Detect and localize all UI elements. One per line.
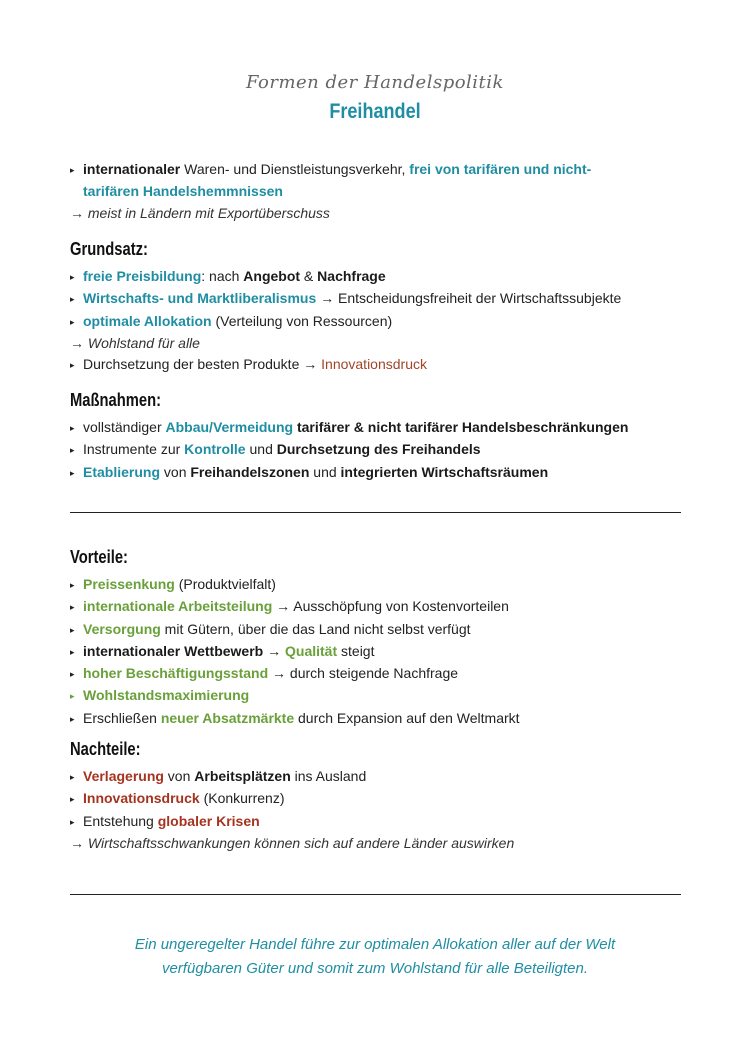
list-item: ▸ Wohlstandsmaximierung [70,685,690,707]
triangle-bullet-icon: ▸ [70,467,75,478]
intro-note: → meist in Ländern mit Exportüberschuss [70,204,330,221]
list-item: ▸ internationaler Wettbewerb → Qualität steigt [70,641,690,663]
intro-line-1: ▸ internationaler Waren- und Dienstleistungsverkehr, frei von tarifären und nicht- [70,159,690,181]
triangle-bullet-icon: ▸ [70,316,75,327]
list-item: ▸ freie Preisbildung: nach Angebot & Nachfrage [70,266,690,288]
grundsatz-section [70,237,690,376]
massnahmen-heading: Maßnahmen: [70,390,162,410]
nachteile-section [70,737,690,854]
list-item: ▸ Preissenkung (Produktvielfalt) [70,574,690,596]
list-item: ▸ Durchsetzung der besten Produkte → Innovationsdruck [70,354,690,376]
vorteile-section [70,545,690,730]
triangle-bullet-icon: ▸ [70,294,75,305]
list-item: ▸ Verlagerung von Arbeitsplätzen ins Ausland [70,766,690,788]
list-item: ▸ Etablierung von Freihandelszonen und integrierten Wirtschaftsräumen [70,462,690,484]
triangle-bullet-icon: ▸ [70,713,75,724]
section-divider [70,894,681,895]
document-title: Freihandel [329,100,421,123]
triangle-bullet-icon: ▸ [70,772,75,782]
section-divider [70,512,681,513]
list-item: ▸ optimale Allokation (Verteilung von Ressourcen) [70,311,690,333]
triangle-bullet-icon: ▸ [70,580,75,590]
grundsatz-heading: Grundsatz: [70,239,148,259]
intro-line-2: tarifären Handelshemmnissen [83,183,283,200]
list-item: ▸ Erschließen neuer Absatzmärkte durch Expansion auf den Weltmarkt [70,708,690,730]
grundsatz-note: → Wohlstand für alle [70,334,200,351]
nachteile-heading: Nachteile: [70,739,141,759]
massnahmen-section [70,388,690,484]
nachteile-note: → Wirtschaftsschwankungen können sich auf andere Länder auswirken [70,834,515,851]
quote-line-1: Ein ungeregelter Handel führe zur optimalen Allokation aller auf der Welt [134,936,616,953]
triangle-bullet-icon: ▸ [70,691,75,702]
triangle-bullet-icon: ▸ [70,165,75,175]
closing-quote [0,933,750,981]
triangle-bullet-icon: ▸ [70,423,75,433]
list-item: ▸ Instrumente zur Kontrolle und Durchsetzung des Freihandels [70,439,690,461]
vorteile-heading: Vorteile: [70,547,128,567]
list-item: ▸ hoher Beschäftigungsstand → durch steigende Nachfrage [70,663,690,685]
triangle-bullet-icon: ▸ [70,360,75,371]
triangle-bullet-icon: ▸ [70,816,75,827]
list-item: ▸ internationale Arbeitsteilung → Ausschöpfung von Kostenvorteilen [70,596,690,618]
document-subtitle: Formen der Handelspolitik [246,72,504,93]
list-item: ▸ vollständiger Abbau/Vermeidung tarifärer & nicht tarifärer Handelsbeschränkungen [70,417,690,439]
triangle-bullet-icon: ▸ [70,794,75,805]
triangle-bullet-icon: ▸ [70,624,75,635]
triangle-bullet-icon: ▸ [70,646,75,657]
triangle-bullet-icon: ▸ [70,445,75,456]
list-item: ▸ Versorgung mit Gütern, über die das Land nicht selbst verfügt [70,619,690,641]
list-item: ▸ Entstehung globaler Krisen [70,811,690,833]
triangle-bullet-icon: ▸ [70,602,75,613]
quote-line-2: verfügbaren Güter und somit zum Wohlstand für alle Beteiligten. [161,960,589,977]
list-item: ▸ Wirtschafts- und Marktliberalismus → Entscheidungsfreiheit der Wirtschaftssubjekte [70,288,690,310]
triangle-bullet-icon: ▸ [70,669,75,680]
list-item: ▸ Innovationsdruck (Konkurrenz) [70,788,690,810]
intro-section [70,159,690,224]
triangle-bullet-icon: ▸ [70,272,75,282]
